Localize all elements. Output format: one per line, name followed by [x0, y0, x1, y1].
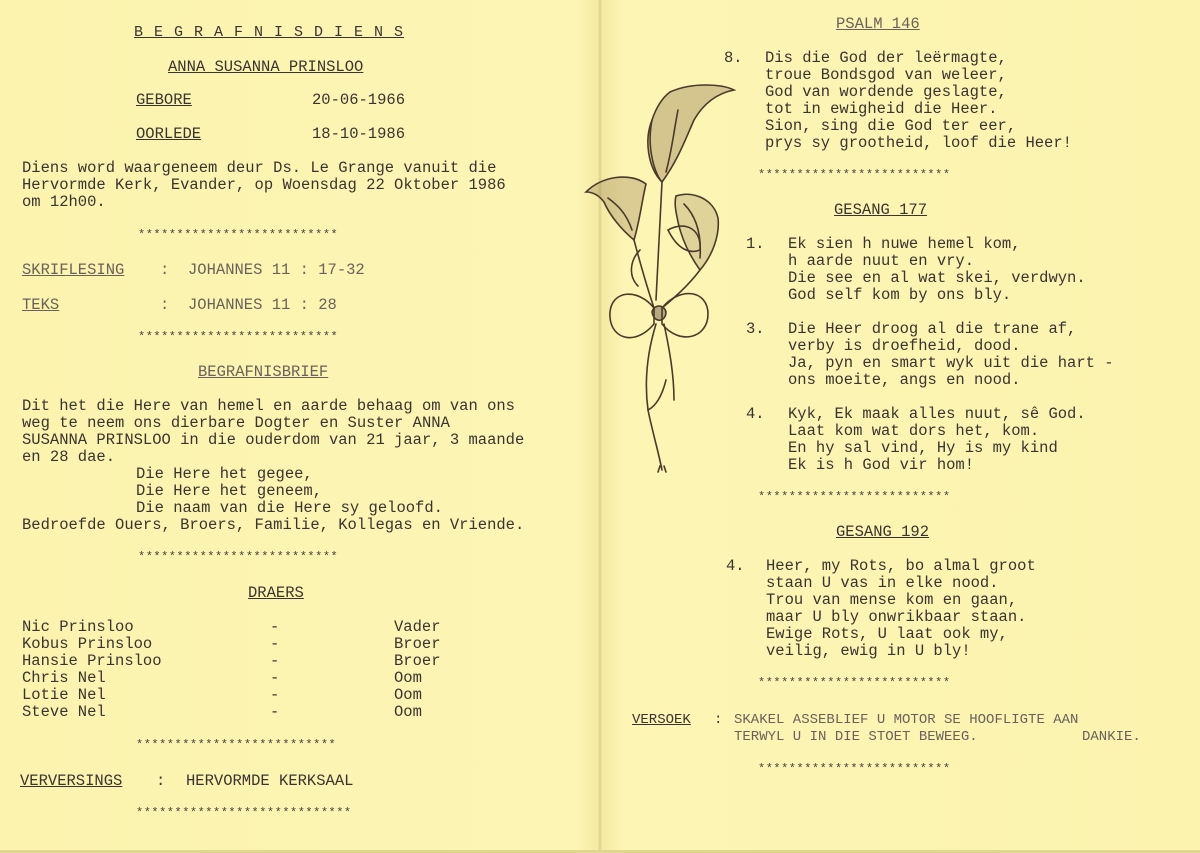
bearer-dash: -: [270, 652, 280, 670]
star-divider: *************************: [758, 676, 951, 690]
request-line: TERWYL U IN DIE STOET BEWEEG.: [734, 729, 978, 745]
gesang-line: En hy sal vind, Hy is my kind: [788, 439, 1058, 457]
bearer-dash: -: [270, 669, 280, 687]
letter-line: SUSANNA PRINSLOO in die ouderdom van 21 jaar, 3 maande: [22, 431, 525, 449]
bearer-dash: -: [270, 618, 280, 636]
signature-line: Bedroefde Ouers, Broers, Familie, Kollegas en Vriende.: [22, 516, 525, 534]
program-title: B E G R A F N I S D I E N S: [134, 24, 405, 41]
bearers-heading: DRAERS: [248, 584, 304, 602]
gesang-line: Ja, pyn en smart wyk uit die hart -: [788, 354, 1114, 372]
gesang-verse-number: 1.: [746, 235, 765, 253]
died-label: OORLEDE: [136, 125, 202, 143]
bearer-dash: -: [270, 635, 280, 653]
gesang-177-heading: GESANG 177: [834, 201, 928, 219]
gesang-line: Die see en al wat skei, verdwyn.: [788, 269, 1086, 287]
psalm-line: troue Bondsgod van weleer,: [765, 66, 1007, 84]
gesang-line: verby is droefheid, dood.: [788, 337, 1021, 355]
refreshments-separator: :: [156, 772, 166, 790]
psalm-verse-number: 8.: [724, 49, 743, 67]
psalm-line: Sion, sing die God ter eer,: [765, 117, 1017, 135]
gesang-line: Kyk, Ek maak alles nuut, sê God.: [788, 405, 1086, 423]
verse-line: Die Here het gegee,: [136, 465, 313, 483]
gesang-line: Ek is h God vir hom!: [788, 456, 975, 474]
gesang-verse-number: 4.: [726, 557, 745, 575]
psalm-heading: PSALM 146: [836, 15, 920, 33]
request-separator: :: [714, 712, 723, 728]
reading-label: SKRIFLESING: [22, 261, 125, 279]
request-label: VERSOEK: [632, 712, 691, 728]
born-label: GEBORE: [136, 91, 192, 109]
reading-separator: :: [160, 261, 170, 279]
gesang-192-heading: GESANG 192: [836, 523, 930, 541]
bearer-name: Nic Prinsloo: [22, 618, 134, 636]
bearer-name: Kobus Prinsloo: [22, 635, 153, 653]
text-label: TEKS: [22, 296, 60, 314]
letter-line: en 28 dae.: [22, 448, 116, 466]
bearer-name: Hansie Prinsloo: [22, 652, 162, 670]
verse-line: Die Here het geneem,: [136, 482, 323, 500]
gesang-line: Ewige Rots, U laat ook my,: [766, 625, 1008, 643]
gesang-line: maar U bly onwrikbaar staan.: [766, 608, 1027, 626]
text-value: JOHANNES 11 : 28: [188, 296, 337, 314]
bearer-relation: Vader: [394, 618, 441, 636]
star-divider: *************************: [758, 762, 951, 776]
bearer-dash: -: [270, 703, 280, 721]
bearer-relation: Oom: [394, 703, 422, 721]
thanks-text: DANKIE.: [1082, 729, 1141, 745]
star-divider: **************************: [136, 738, 337, 752]
refreshments-label: VERVERSINGS: [20, 772, 123, 790]
bearer-name: Steve Nel: [22, 703, 106, 721]
born-date: 20-06-1966: [312, 91, 406, 109]
star-divider: ****************************: [136, 806, 352, 820]
letter-line: Dit het die Here van hemel en aarde behaag om van ons: [22, 397, 515, 415]
gesang-verse-number: 4.: [746, 405, 765, 423]
gesang-line: Die Heer droog al die trane af,: [788, 320, 1077, 338]
psalm-line: tot in ewigheid die Heer.: [765, 100, 998, 118]
reading-value: JOHANNES 11 : 17-32: [188, 261, 365, 279]
gesang-line: veilig, ewig in U bly!: [766, 642, 971, 660]
gesang-line: Heer, my Rots, bo almal groot: [766, 557, 1036, 575]
request-line: SKAKEL ASSEBLIEF U MOTOR SE HOOFLIGTE AAN: [734, 712, 1079, 728]
service-line: Hervormde Kerk, Evander, op Woensdag 22 Oktober 1986: [22, 176, 506, 194]
gesang-line: God self kom by ons bly.: [788, 286, 1012, 304]
calla-lily-illustration: [582, 80, 742, 475]
refreshments-value: HERVORMDE KERKSAAL: [186, 772, 354, 790]
gesang-line: ons moeite, angs en nood.: [788, 371, 1021, 389]
psalm-line: Dis die God der leërmagte,: [765, 49, 1007, 67]
psalm-line: God van wordende geslagte,: [765, 83, 1007, 101]
star-divider: *************************: [758, 490, 951, 504]
star-divider: **************************: [138, 330, 339, 344]
star-divider: *************************: [758, 168, 951, 182]
service-line: Diens word waargeneem deur Ds. Le Grange vanuit die: [22, 159, 497, 177]
gesang-verse-number: 3.: [746, 320, 765, 338]
psalm-line: prys sy grootheid, loof die Heer!: [765, 134, 1072, 152]
verse-line: Die naam van die Here sy geloofd.: [136, 499, 443, 517]
died-date: 18-10-1986: [312, 125, 406, 143]
bearer-dash: -: [270, 686, 280, 704]
letter-heading: BEGRAFNISBRIEF: [198, 363, 329, 381]
star-divider: **************************: [138, 228, 339, 242]
bearer-relation: Oom: [394, 669, 422, 687]
letter-line: weg te neem ons dierbare Dogter en Suster ANNA: [22, 414, 450, 432]
bearer-relation: Broer: [394, 652, 441, 670]
gesang-line: Laat kom wat dors het, kom.: [788, 422, 1040, 440]
deceased-name: ANNA SUSANNA PRINSLOO: [168, 58, 364, 76]
gesang-line: staan U vas in elke nood.: [766, 574, 999, 592]
bearer-name: Chris Nel: [22, 669, 106, 687]
gesang-line: Trou van mense kom en gaan,: [766, 591, 1018, 609]
text-separator: :: [160, 296, 170, 314]
gesang-line: h aarde nuut en vry.: [788, 252, 975, 270]
bearer-name: Lotie Nel: [22, 686, 106, 704]
gesang-line: Ek sien h nuwe hemel kom,: [788, 235, 1021, 253]
service-line: om 12h00.: [22, 193, 106, 211]
bearer-relation: Broer: [394, 635, 441, 653]
bearer-relation: Oom: [394, 686, 422, 704]
star-divider: **************************: [138, 550, 339, 564]
